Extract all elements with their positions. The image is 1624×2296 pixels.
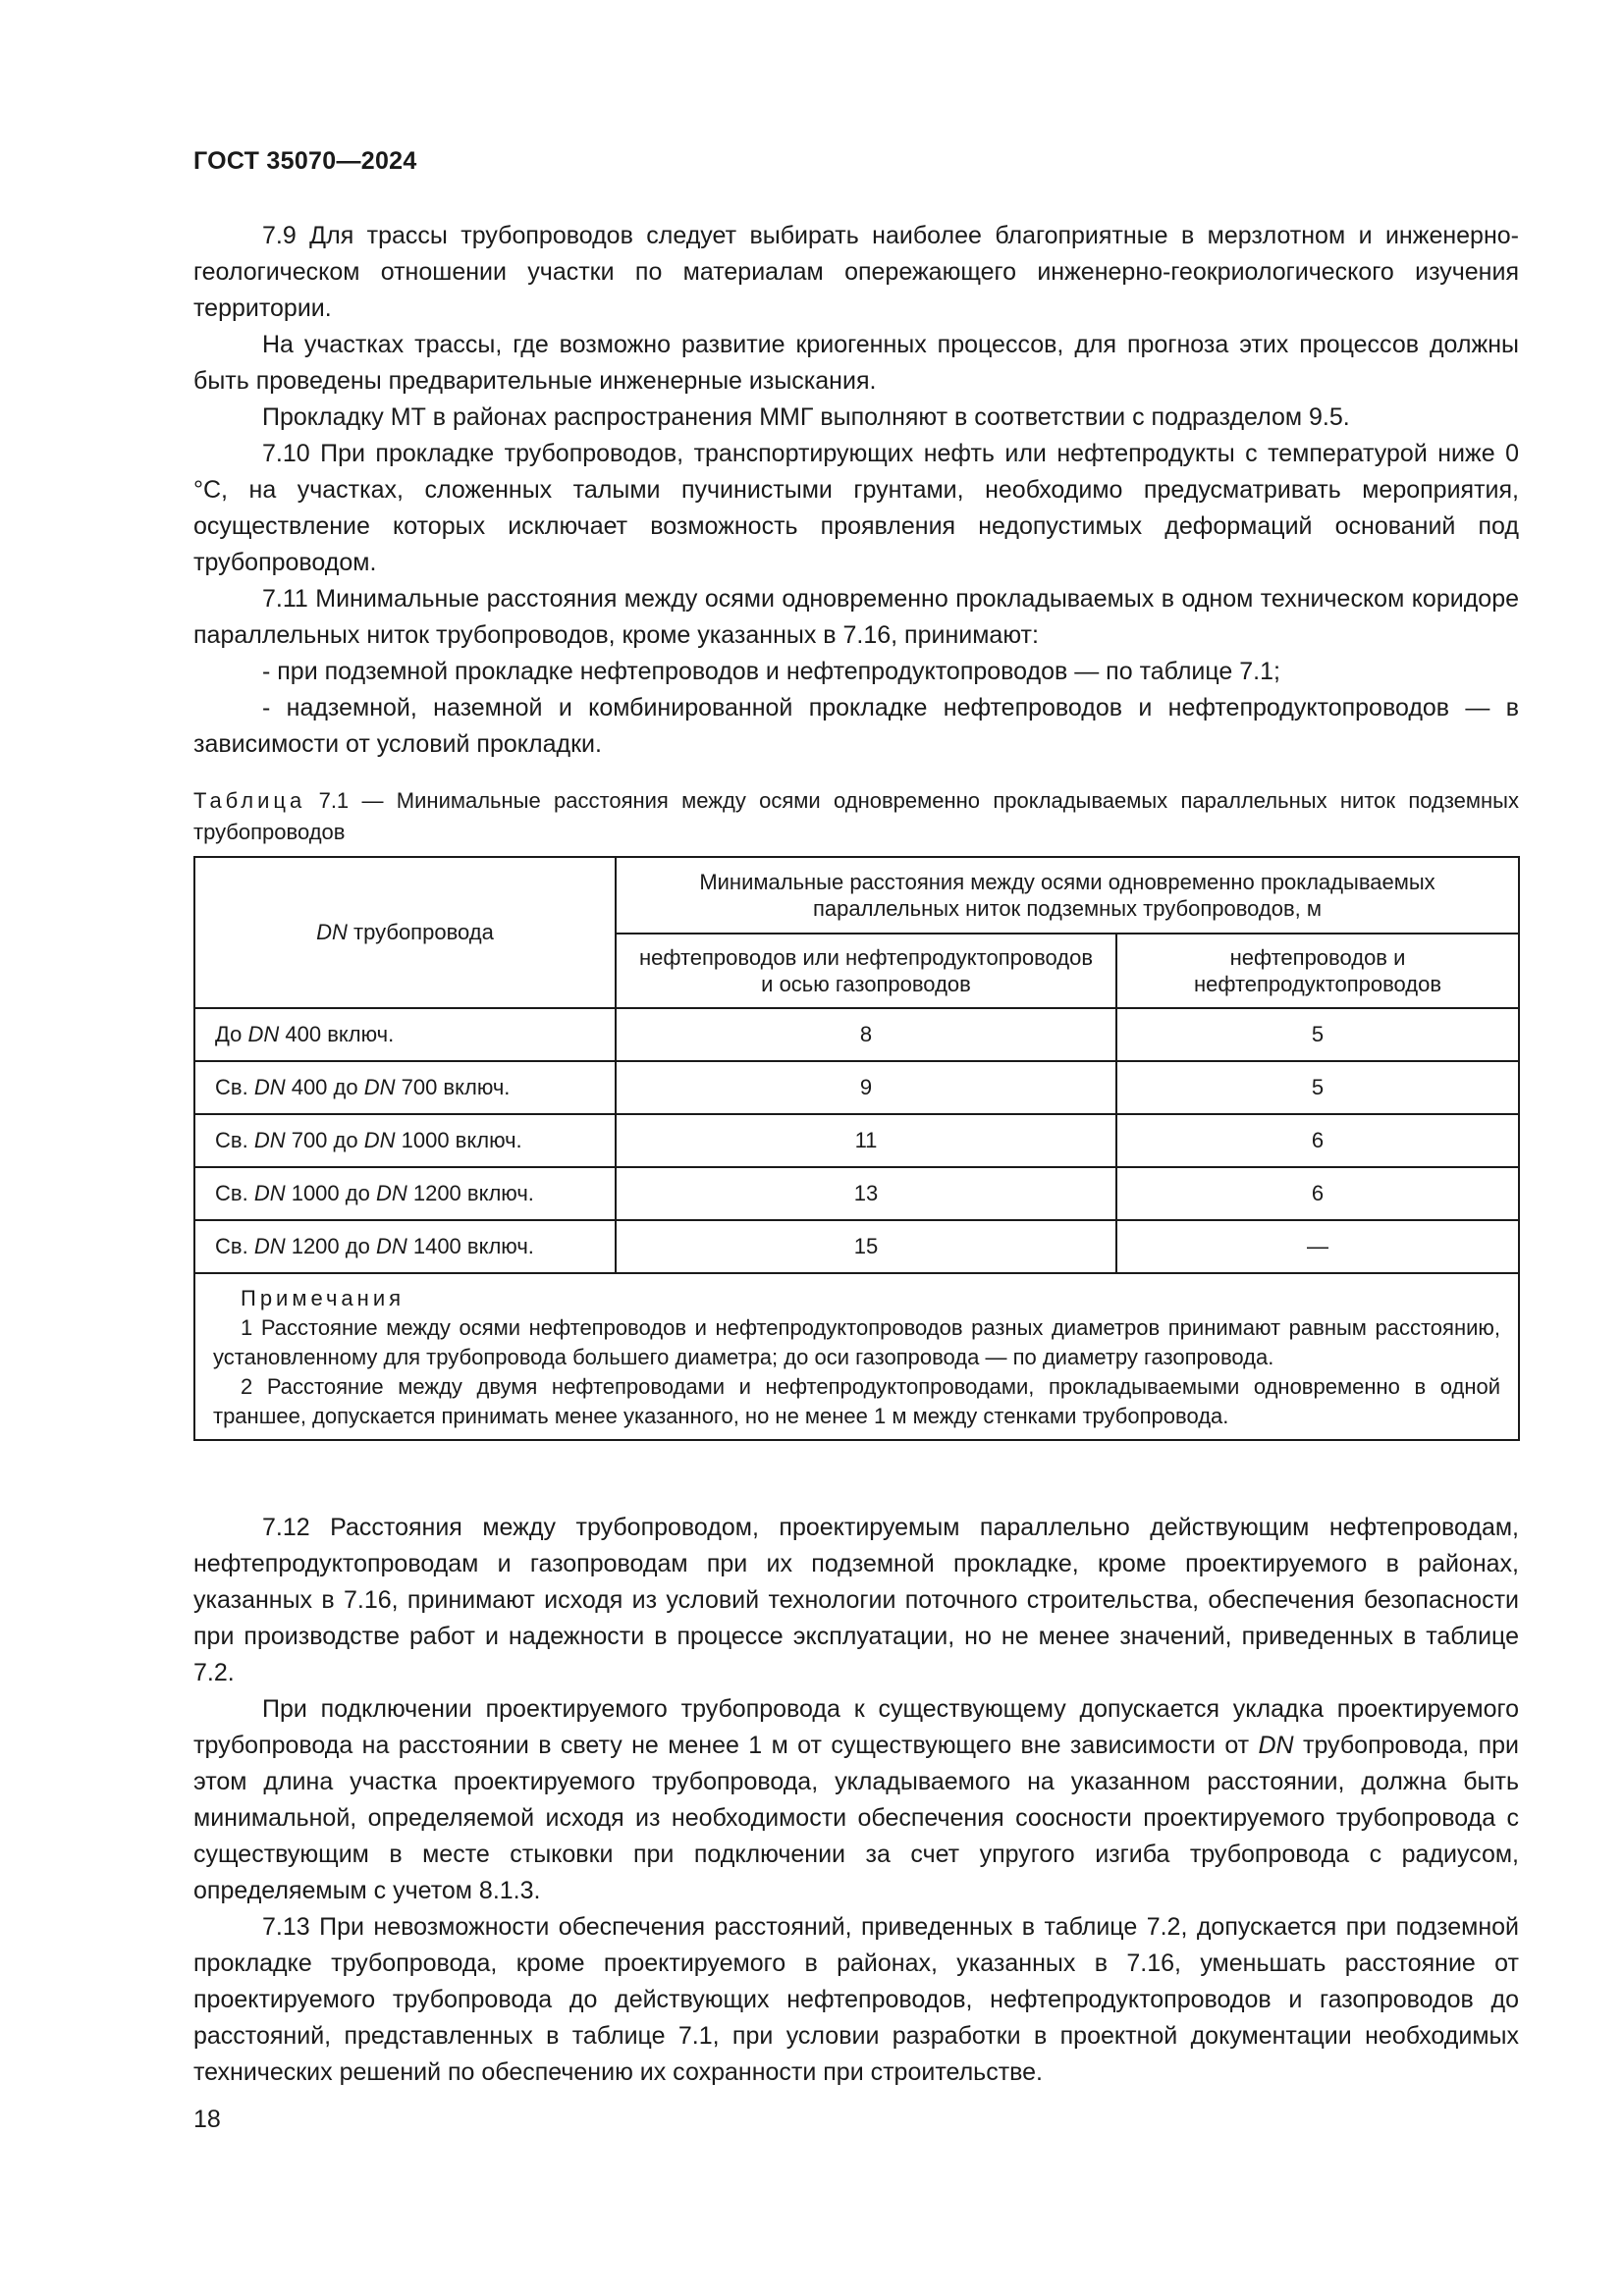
table-row: [194, 1008, 1519, 1061]
row-dn-range: Св. DN 700 до DN 1000 включ.: [194, 1114, 616, 1167]
row-dn-range: Св. DN 400 до DN 700 включ.: [194, 1061, 616, 1114]
distance-table: [193, 856, 1520, 1441]
row-dn-range: Св. DN 1000 до DN 1200 включ.: [194, 1167, 616, 1220]
row-value-col3: —: [1116, 1220, 1519, 1273]
row-value-col2: 8: [616, 1008, 1116, 1061]
row-value-col2: 11: [616, 1114, 1116, 1167]
list-item-underground: - при подземной прокладке нефтепроводов и нефтепродуктопроводов — по таблице 7.1;: [262, 658, 1280, 685]
row-value-col2: 15: [616, 1220, 1116, 1273]
table-caption: [193, 785, 1519, 848]
row-value-col3: 6: [1116, 1167, 1519, 1220]
table-notes: [194, 1273, 1519, 1440]
table-header-main: Минимальные расстояния между осями одновременно прокладываемых параллельных ниток подземных трубопроводов, м: [616, 857, 1519, 934]
table-caption-text: 7.1 — Минимальные расстояния между осями одновременно прокладываемых параллельных ниток подземных трубопроводов: [193, 788, 1519, 844]
note-1: 1 Расстояние между осями нефтепроводов и нефтепродуктопроводов разных диаметров принимают равным расстоянию, установленному для трубопровода большего диаметра; до оси газопровода — по диаметру газопровода.: [213, 1315, 1500, 1369]
table-header-dn: DN трубопровода: [194, 857, 616, 1008]
row-value-col3: 6: [1116, 1114, 1519, 1167]
notes-title: Примечания: [241, 1286, 406, 1310]
table-header-col2: нефтепроводов или нефтепродуктопроводов и осью газопроводов: [616, 934, 1116, 1008]
table-row: [194, 1220, 1519, 1273]
table-row: [194, 1061, 1519, 1114]
paragraph-mmg: Прокладку МТ в районах распространения ММГ выполняют в соответствии с подразделом 9.5.: [262, 403, 1350, 431]
table-header-col3: нефтепроводов и нефтепродуктопроводов: [1116, 934, 1519, 1008]
section-top: [193, 218, 1519, 763]
paragraph-7-11: 7.11 Минимальные расстояния между осями одновременно прокладываемых в одном техническом коридоре параллельных ниток трубопроводов, кроме указанных в 7.16, принимают:: [193, 585, 1519, 649]
page-number: 18: [193, 2106, 221, 2133]
paragraph-7-13: 7.13 При невозможности обеспечения расстояний, приведенных в таблице 7.2, допускается при подземной прокладке трубопровода, кроме проектируемого в районах, указанных в 7.16, уменьшать расстояние от проектируемого трубопровода до действующих нефтепроводов, нефтепродуктопроводов и газопроводов до расстояний, представленных в таблице 7.1, при условии разработки в проектной документации необходимых технических решений по обеспечению их сохранности при строительстве.: [193, 1913, 1519, 2086]
row-value-col3: 5: [1116, 1008, 1519, 1061]
paragraph-7-9: 7.9 Для трассы трубопроводов следует выбирать наиболее благоприятные в мерзлотном и инженерно-геологическом отношении участки по материалам опережающего инженерно-геокриологического изучения территории.: [193, 222, 1519, 322]
table-row: [194, 1167, 1519, 1220]
table-caption-word: Таблица: [193, 788, 306, 813]
document-code: ГОСТ 35070—2024: [193, 147, 417, 175]
paragraph-7-10: 7.10 При прокладке трубопроводов, транспортирующих нефть или нефтепродукты с температурой ниже 0 °С, на участках, сложенных талыми пучинистыми грунтами, необходимо предусматривать мероприятия, осуществление которых исключает возможность проявления недопустимых деформаций оснований под трубопроводом.: [193, 440, 1519, 576]
note-2: 2 Расстояние между двумя нефтепроводами и нефтепродуктопроводами, прокладываемыми одновременно в одной траншее, допускается принимать менее указанного, но не менее 1 м между стенками трубопровода.: [213, 1374, 1500, 1428]
row-dn-range: Св. DN 1200 до DN 1400 включ.: [194, 1220, 616, 1273]
row-value-col3: 5: [1116, 1061, 1519, 1114]
row-value-col2: 9: [616, 1061, 1116, 1114]
paragraph-cryogenic: На участках трассы, где возможно развитие криогенных процессов, для прогноза этих процессов должны быть проведены предварительные инженерные изыскания.: [193, 331, 1519, 395]
section-bottom: [193, 1510, 1519, 2091]
row-dn-range: До DN 400 включ.: [194, 1008, 616, 1061]
list-item-aboveground: - надземной, наземной и комбинированной прокладке нефтепроводов и нефтепродуктопроводов — в зависимости от условий прокладки.: [193, 694, 1519, 758]
row-value-col2: 13: [616, 1167, 1116, 1220]
paragraph-connection: При подключении проектируемого трубопровода к существующему допускается укладка проектируемого трубопровода на расстоянии в свету не менее 1 м от существующего вне зависимости от DN трубопровода, при этом длина участка проектируемого трубопровода, укладываемого на указанном расстоянии, должна быть минимальной, определяемой исходя из необходимости обеспечения соосности проектируемого трубопровода с существующим в месте стыковки при подключении за счет упругого изгиба трубопровода с радиусом, определяемым с учетом 8.1.3.: [193, 1695, 1519, 1904]
paragraph-7-12: 7.12 Расстояния между трубопроводом, проектируемым параллельно действующим нефтепроводам, нефтепродуктопроводам и газопроводам при их подземной прокладке, кроме проектируемого в районах, указанных в 7.16, принимают исходя из условий технологии поточного строительства, обеспечения безопасности при производстве работ и надежности в процессе эксплуатации, но не менее значений, приведенных в таблице 7.2.: [193, 1514, 1519, 1686]
table-row: [194, 1114, 1519, 1167]
